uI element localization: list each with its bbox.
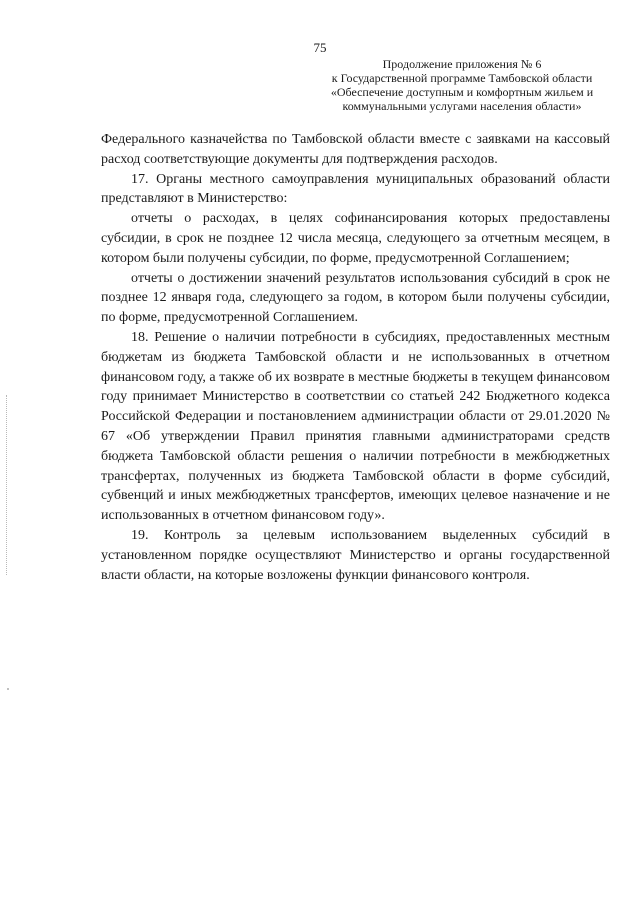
scan-margin-marks — [6, 395, 9, 575]
paragraph-expense-reports: отчеты о расходах, в целях софинансирования которых предоставлены субсидии, в срок не позднее 12 числа месяца, следующего за отчетным месяцем, в котором были получены субсидии, по форме, предусмотренной Соглашением; — [101, 211, 610, 266]
appendix-header-line: Продолжение приложения № 6 — [382, 57, 542, 71]
paragraph-continuation: Федерального казначейства по Тамбовской области вместе с заявками на кассовый расход соответствующие документы для подтверждения расходов. — [101, 132, 610, 167]
page-number: 75 — [313, 40, 327, 55]
document-body — [101, 130, 610, 585]
paragraph-item-18: 18. Решение о наличии потребности в субсидиях, предоставленных местным бюджетам из бюджета Тамбовской области и не использованных в отчетном финансовом году, а также об их возврате в местные бюджеты в текущем финансовом году принимает Министерство в соответствии со статьей 242 Бюджетного кодекса Российской Федерации и постановлением администрации области от 29.01.2020 № 67 «Об утверждении Правил принятия главными администраторами средств бюджета Тамбовской области решения о наличии потребности в межбюджетных трансфертах, полученных из бюджета Тамбовской области в форме субсидий, субвенций и иных межбюджетных трансфертов, имеющих целевое назначение и не использованных в отчетном финансовом году». — [101, 329, 610, 524]
paragraph-item-19: 19. Контроль за целевым использованием выделенных субсидий в установленном порядке осуществляют Министерство и органы государственной власти области, на которые возложены функции финансового контроля. — [101, 527, 610, 583]
paragraph-result-reports: отчеты о достижении значений результатов использования субсидий в срок не позднее 12 января года, следующего за годом, в котором были получены субсидии, по форме, предусмотренной Соглашением. — [101, 270, 610, 326]
appendix-header-line: коммунальными услугами населения области» — [342, 99, 582, 113]
paragraph-item-17: 17. Органы местного самоуправления муниципальных образований области представляют в Министерство: — [101, 171, 610, 207]
appendix-header-line: к Государственной программе Тамбовской области — [331, 71, 593, 85]
scan-margin-dot — [7, 688, 9, 690]
appendix-header-line: «Обеспечение доступным и комфортным жильем и — [330, 85, 594, 99]
appendix-header — [312, 57, 612, 113]
